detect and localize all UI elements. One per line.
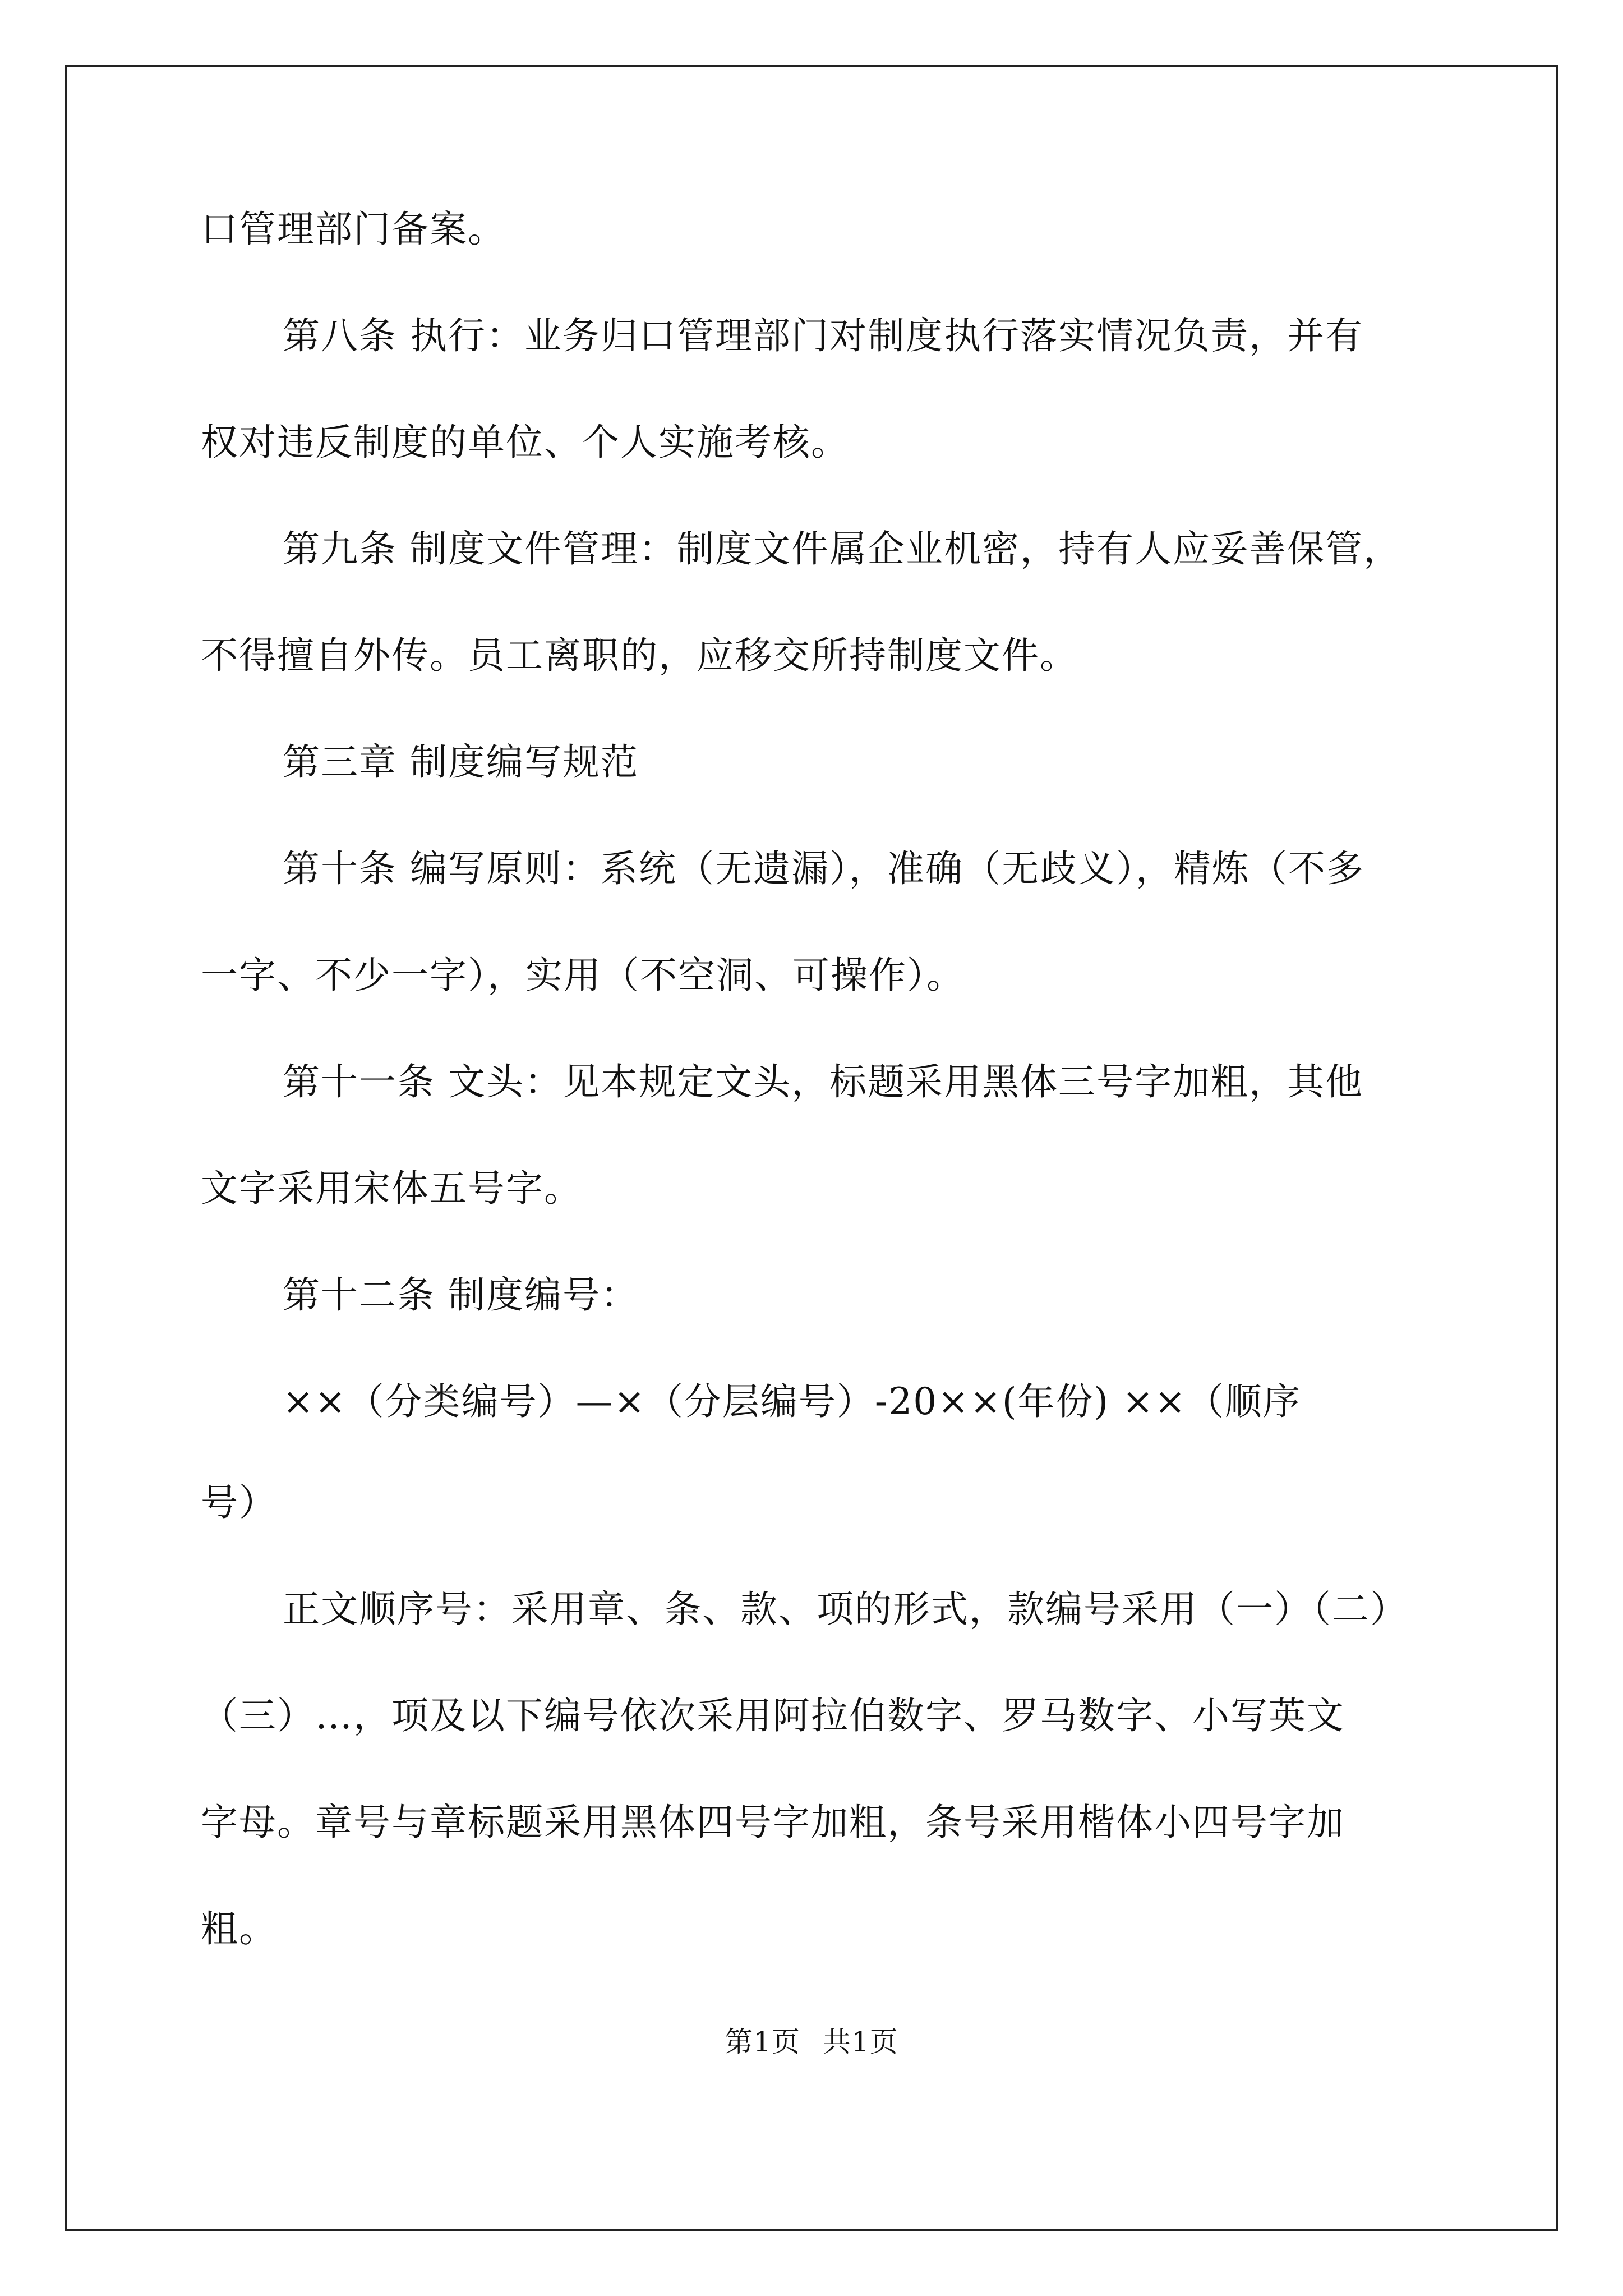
paragraph-line: 第十二条 制度编号： <box>283 1273 639 1317</box>
paragraph-line: 字母。章号与章标题采用黑体四号字加粗，条号采用楷体小四号字加 <box>201 1801 1345 1844</box>
page-footer <box>0 2025 1623 2059</box>
paragraph-line: ××（分类编号）—×（分层编号）-20××(年份) ××（顺序 <box>283 1380 1301 1423</box>
paragraph-line: 粗。 <box>201 1907 277 1950</box>
paragraph-line: 不得擅自外传。员工离职的，应移交所持制度文件。 <box>201 634 1078 677</box>
paragraph-line: 口管理部门备案。 <box>201 208 506 251</box>
page-border <box>65 65 1558 2231</box>
paragraph-line: 第九条 制度文件管理：制度文件属企业机密，持有人应妥善保管， <box>283 527 1401 570</box>
paragraph-line: 第十条 编写原则：系统（无遗漏），准确（无歧义），精炼（不多 <box>283 847 1364 890</box>
paragraph-line: （三）…，项及以下编号依次采用阿拉伯数字、罗马数字、小写英文 <box>201 1694 1345 1737</box>
paragraph-line: 权对违反制度的单位、个人实施考核。 <box>201 421 849 464</box>
paragraph-line: 第十一条 文头：见本规定文头，标题采用黑体三号字加粗，其他 <box>283 1060 1363 1103</box>
paragraph-line: 号） <box>201 1481 277 1524</box>
paragraph-line: 第八条 执行：业务归口管理部门对制度执行落实情况负责，并有 <box>283 314 1363 357</box>
page-total: 共1页 <box>823 2026 898 2058</box>
page-number: 第1页 <box>725 2026 800 2058</box>
paragraph-line: 文字采用宋体五号字。 <box>201 1167 582 1210</box>
chapter-heading: 第三章 制度编写规范 <box>283 740 639 784</box>
paragraph-line: 一字、不少一字），实用（不空洞、可操作）。 <box>201 954 965 997</box>
paragraph-line: 正文顺序号：采用章、条、款、项的形式，款编号采用（一）（二） <box>283 1588 1408 1631</box>
